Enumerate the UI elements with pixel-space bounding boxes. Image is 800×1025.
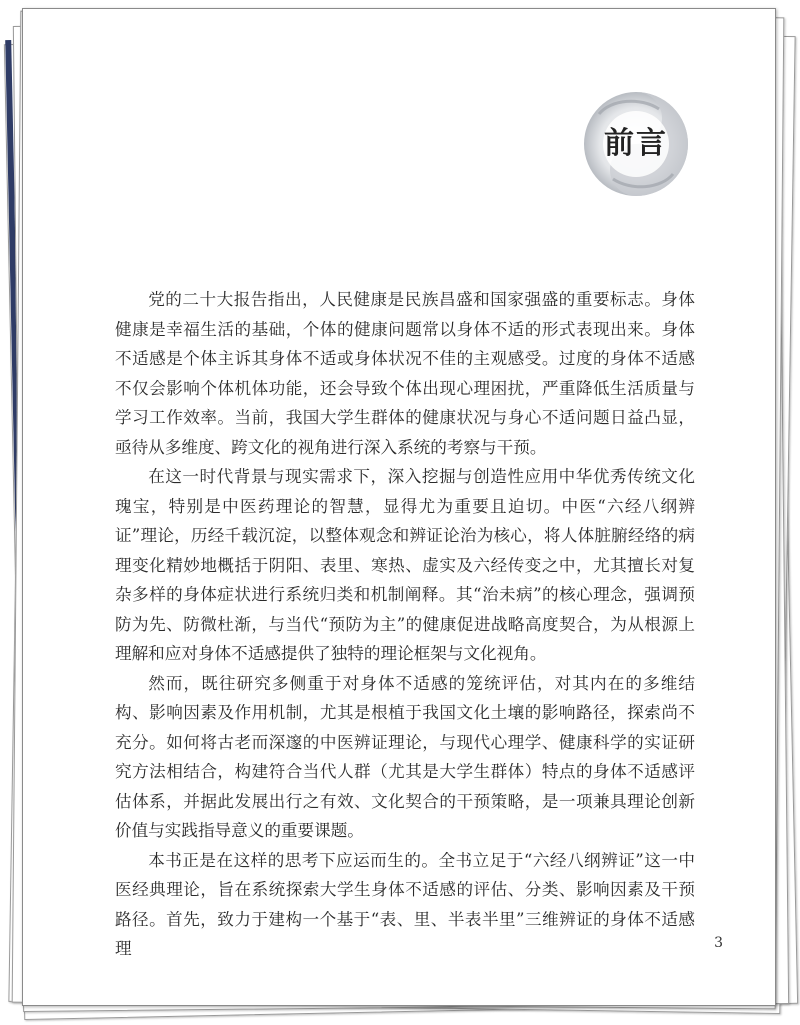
page-number: 3	[714, 935, 723, 951]
preface-body	[115, 285, 695, 964]
paragraph: 然而，既往研究多侧重于对身体不适感的笼统评估，对其内在的多维结构、影响因素及作用机制，尤其是根植于我国文化土壤的影响路径，探索尚不充分。如何将古老而深邃的中医辨证理论，与现代心理学、健康科学的实证研究方法相结合，构建符合当代人群（尤其是大学生群体）特点的身体不适感评估体系，并据此发展出行之有效、文化契合的干预策略，是一项兼具理论创新价值与实践指导意义的重要课题。	[115, 673, 695, 840]
paragraph: 本书正是在这样的思考下应运而生的。全书立足于“六经八纲辨证”这一中医经典理论，旨在系统探索大学生身体不适感的评估、分类、影响因素及干预路径。首先，致力于建构一个基于“表、里、半表半里”三维辨证的身体不适感理	[115, 850, 695, 958]
paragraph: 在这一时代背景与现实需求下，深入挖掘与创造性应用中华优秀传统文化瑰宝，特别是中医药理论的智慧，显得尤为重要且迫切。中医“六经八纲辨证”理论，历经千载沉淀，以整体观念和辨证论治为核心，将人体脏腑经络的病理变化精妙地概括于阴阳、表里、寒热、虚实及六经传变之中，尤其擅长对复杂多样的身体症状进行系统归类和机制阐释。其“治未病”的核心理念，强调预防为先、防微杜渐，与当代“预防为主”的健康促进战略高度契合，为从根源上理解和应对身体不适感提供了独特的理论框架与文化视角。	[115, 467, 695, 663]
page-title: 前言	[604, 126, 668, 161]
paragraph: 党的二十大报告指出，人民健康是民族昌盛和国家强盛的重要标志。身体健康是幸福生活的基础，个体的健康问题常以身体不适的形式表现出来。身体不适感是个体主诉其身体不适或身体状况不佳的主观感受。过度的身体不适感不仅会影响个体机体功能，还会导致个体出现心理困扰，严重降低生活质量与学习工作效率。当前，我国大学生群体的健康状况与身心不适问题日益凸显，亟待从多维度、跨文化的视角进行深入系统的考察与干预。	[115, 290, 695, 457]
title-emblem	[581, 89, 691, 199]
front-page	[22, 8, 776, 1006]
